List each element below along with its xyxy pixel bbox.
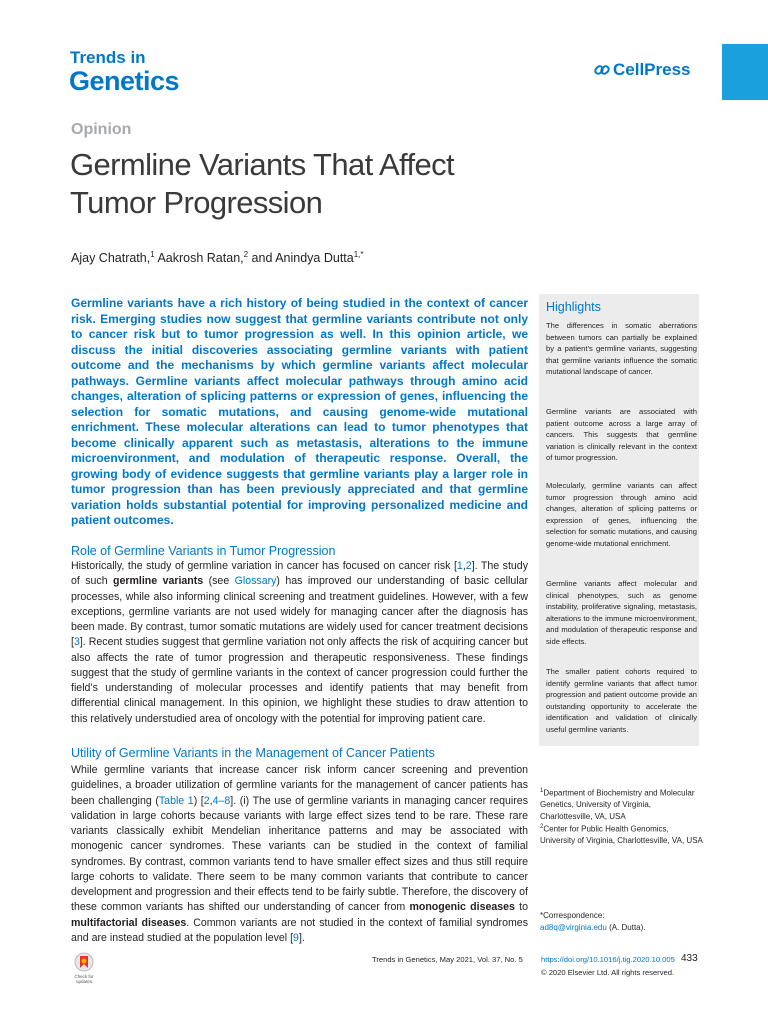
text-run: While germline variants that increase cancer risk inform cancer screening and prevention guidelines, a broader utilization of germline variants for the management of cancer patients has been challenging ( bbox=[71, 764, 528, 807]
page-number: 433 bbox=[681, 953, 698, 964]
highlights-title: Highlights bbox=[546, 300, 601, 314]
affiliation-number: 2 bbox=[540, 824, 544, 831]
author-3-affil: 1,* bbox=[353, 250, 364, 259]
author-2: Aakrosh Ratan, bbox=[154, 251, 244, 266]
affiliation-text: Center for Public Health Genomics, University of Virginia, Charlottesville, VA, USA bbox=[540, 824, 703, 846]
table-link[interactable]: Table 1 bbox=[158, 794, 194, 807]
section-body-role bbox=[71, 559, 528, 727]
text-run: ]. The study of such bbox=[71, 560, 528, 588]
reference-link[interactable]: 3 bbox=[73, 636, 80, 649]
correspondence-email[interactable]: ad8q@virginia.edu bbox=[540, 923, 607, 932]
affiliation-2 bbox=[540, 822, 705, 847]
publisher-name: CellPress bbox=[613, 60, 691, 79]
author-1: Ajay Chatrath, bbox=[71, 251, 151, 266]
journal-name-line2: Genetics bbox=[69, 66, 180, 96]
text-run: ]. (i) The use of germline variants in managing cancer requires validation in large cohorts because variants with large effect sizes tend to be rare. These rare variants classically exhibit Mendelian inheritance patterns and may be associated with monogenic cancer syndromes. These variants can be studied in the context of familial syndromes. By contrast, common variants tend to have smaller effect sizes and thus still require large cohorts to validate. There seem to be many common variants that contribute to cancer development and progression and their effects tend to be fairly subtle. Therefore, the discovery of these common variants has shifted our understanding of cancer from bbox=[71, 794, 528, 914]
section-heading-utility: Utility of Germline Variants in the Management of Cancer Patients bbox=[71, 746, 435, 760]
text-run: , bbox=[462, 560, 466, 572]
glossary-term: monogenic diseases bbox=[409, 901, 515, 914]
text-run: ) has improved our understanding of basic cellular processes, while also informing clinical screening and treatment guidelines. However, with a few exceptions, germline variants are not used widely for managing cancer after the diagnosis has been made. By contrast, tumor somatic mutations are widely used for cancer treatment decisions [ bbox=[71, 575, 528, 649]
section-body-utility bbox=[71, 763, 528, 946]
text-run: ) [ bbox=[193, 794, 204, 807]
reference-link[interactable]: 9 bbox=[293, 931, 299, 944]
check-for-updates-label: Check for updates bbox=[74, 974, 94, 984]
reference-link[interactable]: 4–8 bbox=[212, 794, 231, 807]
copyright: © 2020 Elsevier Ltd. All rights reserved. bbox=[541, 968, 675, 977]
highlight-item: The differences in somatic aberrations between tumors can partially be explained by a patient’s germline variants, suggesting that germline variants influence the somatic mutational landscape of cancer. bbox=[546, 321, 697, 377]
affiliation-number: 1 bbox=[540, 788, 544, 794]
author-2-affil: 2 bbox=[243, 250, 249, 259]
text-run: ]. bbox=[298, 931, 305, 944]
text-run: (see bbox=[203, 575, 235, 588]
article-type: Opinion bbox=[71, 121, 132, 138]
check-for-updates-icon bbox=[74, 952, 94, 974]
doi-link[interactable]: https://doi.org/10.1016/j.tig.2020.10.005 bbox=[541, 955, 675, 964]
highlight-item: Molecularly, germline variants can affect tumor progression through amino acid changes, alteration of splicing patterns or expression of genes, influencing the selection for somatic mutations, and causing genome-wide mutational enrichment. bbox=[546, 481, 697, 548]
author-3: and Anindya Dutta bbox=[248, 251, 354, 266]
reference-link[interactable]: 2 bbox=[203, 794, 210, 807]
article-title: Germline Variants That Affect Tumor Progression bbox=[70, 147, 455, 220]
section-heading-role: Role of Germline Variants in Tumor Progression bbox=[71, 544, 336, 558]
glossary-term: germline variants bbox=[113, 575, 204, 588]
text-run: . Common variants are not studied in the context of familial syndromes and are instead studied at the population level [ bbox=[71, 916, 528, 944]
correspondence-line bbox=[540, 922, 705, 934]
text-run: Historically, the study of germline variation in cancer has focused on cancer risk [ bbox=[71, 560, 457, 572]
highlight-item: Germline variants are associated with patient outcome across a large array of cancers. This suggests that germline variation is clinically relevant in the context of tumor progression. bbox=[546, 407, 697, 463]
header-color-bar bbox=[722, 44, 768, 100]
reference-link[interactable]: 2 bbox=[465, 560, 472, 572]
cellpress-link-icon bbox=[594, 62, 610, 78]
text-run: , bbox=[209, 794, 213, 807]
affiliation-1 bbox=[540, 786, 705, 822]
check-for-updates-badge[interactable] bbox=[68, 952, 100, 988]
text-run: to bbox=[514, 901, 528, 914]
affiliation-text: Department of Biochemistry and Molecular Genetics, University of Virginia, Charlottesville, VA, USA bbox=[540, 788, 695, 821]
affiliations bbox=[540, 786, 705, 847]
correspondence-name: (A. Dutta). bbox=[606, 923, 646, 932]
author-list bbox=[71, 250, 364, 265]
text-run: ]. Recent studies suggest that germline variation not only affects the risk of acquiring cancer but also affects the rate of tumor progression and therapeutic responsiveness. These findings suggest that the study of germline variants in the context of cancer progression could further the field’s understanding of molecular processes and identify patients that may benefit from differential clinical management. In this opinion, we highlight these studies to draw attention to this relatively understudied area of oncology with the potential for improving patient care. bbox=[71, 636, 528, 725]
glossary-term: multifactorial diseases bbox=[71, 916, 187, 929]
correspondence bbox=[540, 910, 705, 934]
abstract: Germline variants have a rich history of being studied in the context of cancer risk. Emerging studies now suggest that germline variants contribute not only to cancer risk but to tumor progression as well. In this opinion article, we discuss the initial discoveries associating germline variants with patient outcome and the mechanisms by which germline variants affect molecular pathways. Germline variants affect molecular pathways through amino acid changes, alteration of splicing patterns or expression of genes, influencing the selection for somatic mutations, and causing genome-wide mutational enrichment. These molecular alterations can lead to tumor phenotypes that become clinically apparent such as metastasis, alterations to the immune microenvironment, and modulation of therapeutic response. Overall, the growing body of evidence suggests that germline variants play a larger role in tumor progression than has been previously appreciated and that germline variation holds substantial potential for improving personalized medicine and patient outcomes. bbox=[71, 296, 528, 527]
publisher-logo[interactable] bbox=[594, 60, 691, 80]
highlight-item: The smaller patient cohorts required to identify germline variants that affect tumor progression and patient outcome provide an outstanding opportunity to accelerate the identification and validation of clinically useful germline variants. bbox=[546, 667, 697, 734]
glossary-link[interactable]: Glossary bbox=[234, 575, 277, 588]
author-1-affil: 1 bbox=[150, 250, 155, 259]
reference-link[interactable]: 1 bbox=[456, 560, 463, 572]
journal-citation: Trends in Genetics, May 2021, Vol. 37, No. 5 bbox=[372, 955, 523, 964]
journal-name-line1: Trends in bbox=[70, 48, 146, 67]
highlight-item: Germline variants affect molecular and clinical phenotypes, such as genome instability, proliferative signaling, metastasis, alterations to the immune microenvironment, and modulation of therapeutic response and side effects. bbox=[546, 579, 697, 646]
correspondence-label: *Correspondence: bbox=[540, 911, 605, 920]
